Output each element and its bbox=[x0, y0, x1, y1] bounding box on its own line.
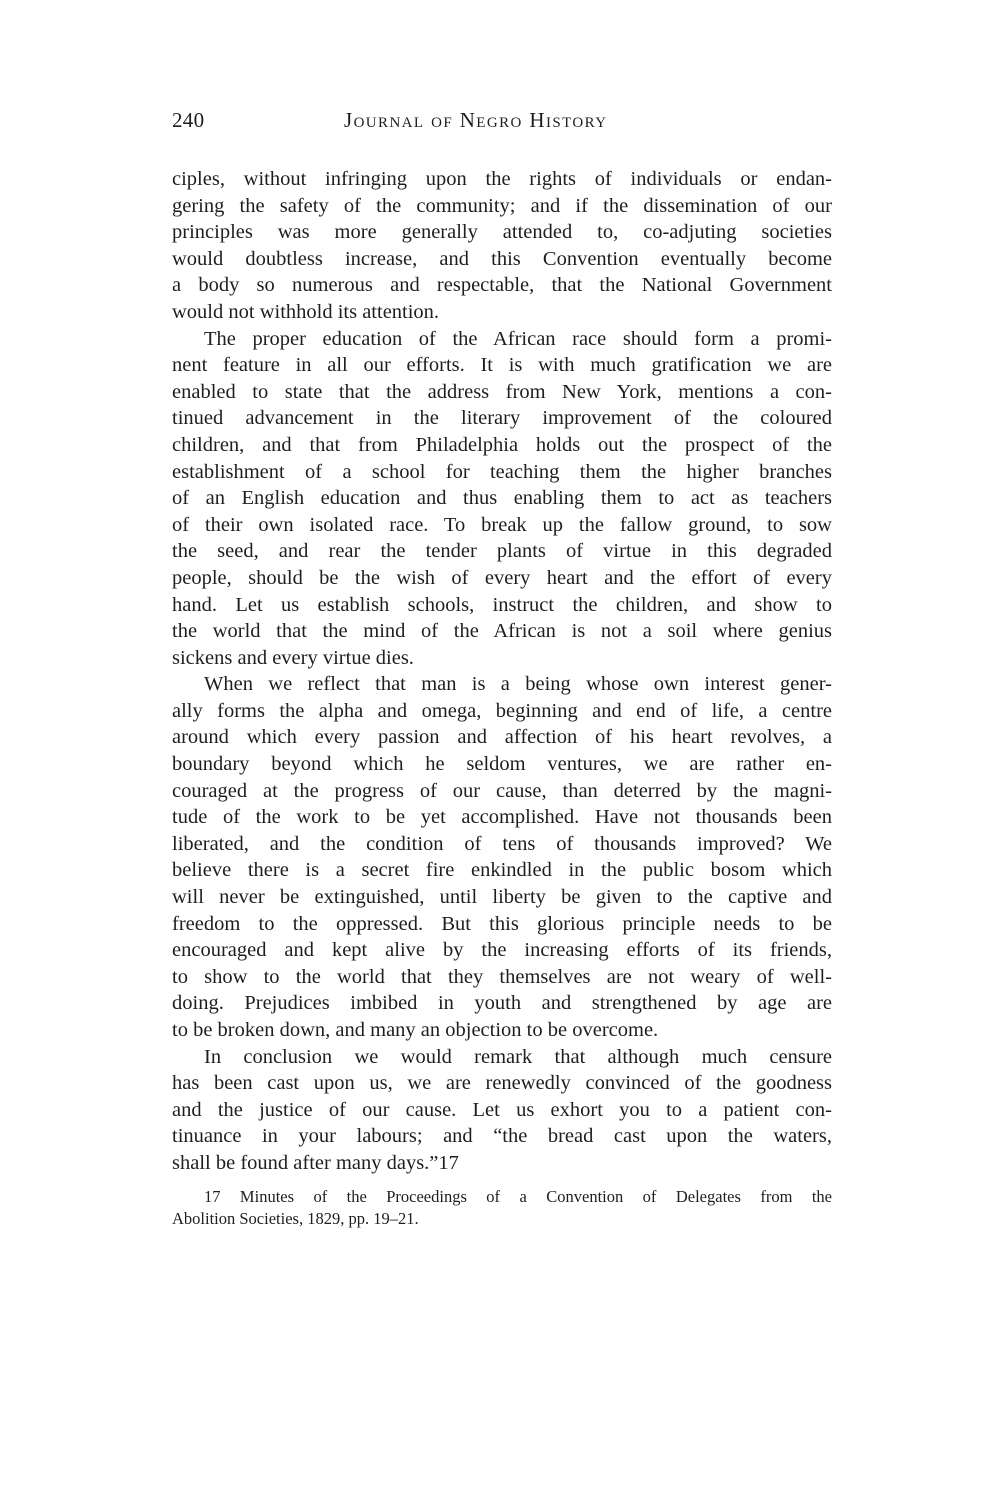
journal-title: Journal of Negro History bbox=[344, 108, 608, 132]
text-line: tinued advancement in the literary improvement of the coloured bbox=[172, 407, 832, 430]
text-line: The proper education of the African race should form a promi- bbox=[204, 327, 832, 350]
footnote bbox=[172, 1186, 832, 1230]
paragraph-4 bbox=[172, 1044, 832, 1177]
text-line: boundary beyond which he seldom ventures, we are rather en- bbox=[172, 753, 832, 776]
text-line: shall be found after many days.”17 bbox=[172, 1151, 459, 1174]
text-line: children, and that from Philadelphia holds out the prospect of the bbox=[172, 433, 832, 456]
text-line: doing. Prejudices imbibed in youth and strengthened by age are bbox=[172, 992, 832, 1015]
text-line: people, should be the wish of every heart and the effort of every bbox=[172, 566, 832, 589]
text-line: to show to the world that they themselves are not weary of well- bbox=[172, 965, 832, 988]
text-line: freedom to the oppressed. But this glorious principle needs to be bbox=[172, 912, 832, 935]
text-line: the seed, and rear the tender plants of virtue in this degraded bbox=[172, 540, 832, 563]
text-line: believe there is a secret fire enkindled in the public bosom which bbox=[172, 859, 832, 882]
text-line: has been cast upon us, we are renewedly convinced of the goodness bbox=[172, 1072, 832, 1095]
text-line: the world that the mind of the African is not a soil where genius bbox=[172, 620, 832, 643]
text-line: of an English education and thus enabling them to act as teachers bbox=[172, 487, 832, 510]
body-text bbox=[172, 166, 832, 1177]
text-line: will never be extinguished, until liberty be given to the captive and bbox=[172, 886, 832, 909]
text-line: tude of the work to be yet accomplished. Have not thousands been bbox=[172, 806, 832, 829]
footnote-line: Abolition Societies, 1829, pp. 19–21. bbox=[172, 1209, 419, 1228]
text-line: ciples, without infringing upon the rights of individuals or endan- bbox=[172, 168, 832, 190]
paragraph-1 bbox=[172, 166, 832, 326]
footnote-line: 17 Minutes of the Proceedings of a Convention of Delegates from the bbox=[204, 1187, 832, 1206]
text-line: a body so numerous and respectable, that the National Government bbox=[172, 274, 832, 297]
text-line: couraged at the progress of our cause, than deterred by the magni- bbox=[172, 779, 832, 802]
text-line: ally forms the alpha and omega, beginning and end of life, a centre bbox=[172, 699, 832, 722]
running-head bbox=[172, 108, 832, 140]
text-line: nent feature in all our efforts. It is with much gratification we are bbox=[172, 354, 832, 377]
text-line: and the justice of our cause. Let us exhort you to a patient con- bbox=[172, 1098, 832, 1121]
text-line: would not withhold its attention. bbox=[172, 300, 440, 323]
text-line: When we reflect that man is a being whose own interest gener- bbox=[204, 673, 832, 696]
text-line: would doubtless increase, and this Convention eventually become bbox=[172, 247, 832, 270]
text-line: enabled to state that the address from New York, mentions a con- bbox=[172, 380, 832, 403]
paragraph-3 bbox=[172, 671, 832, 1043]
text-line: tinuance in your labours; and “the bread cast upon the waters, bbox=[172, 1125, 832, 1148]
text-line: hand. Let us establish schools, instruct the children, and show to bbox=[172, 593, 832, 616]
text-line: of their own isolated race. To break up the fallow ground, to sow bbox=[172, 513, 832, 536]
text-line: establishment of a school for teaching them the higher branches bbox=[172, 460, 832, 483]
text-line: gering the safety of the community; and if the dissemination of our bbox=[172, 194, 832, 217]
text-line: principles was more generally attended to, co-adjuting societies bbox=[172, 221, 832, 244]
page-number: 240 bbox=[172, 108, 205, 132]
text-line: to be broken down, and many an objection to be overcome. bbox=[172, 1019, 659, 1041]
paragraph-2 bbox=[172, 326, 832, 672]
text-line: liberated, and the condition of tens of thousands improved? We bbox=[172, 832, 832, 855]
text-line: sickens and every virtue dies. bbox=[172, 646, 414, 669]
text-line: encouraged and kept alive by the increasing efforts of its friends, bbox=[172, 939, 832, 962]
text-line: In conclusion we would remark that although much censure bbox=[204, 1045, 832, 1068]
text-line: around which every passion and affection of his heart revolves, a bbox=[172, 726, 832, 749]
